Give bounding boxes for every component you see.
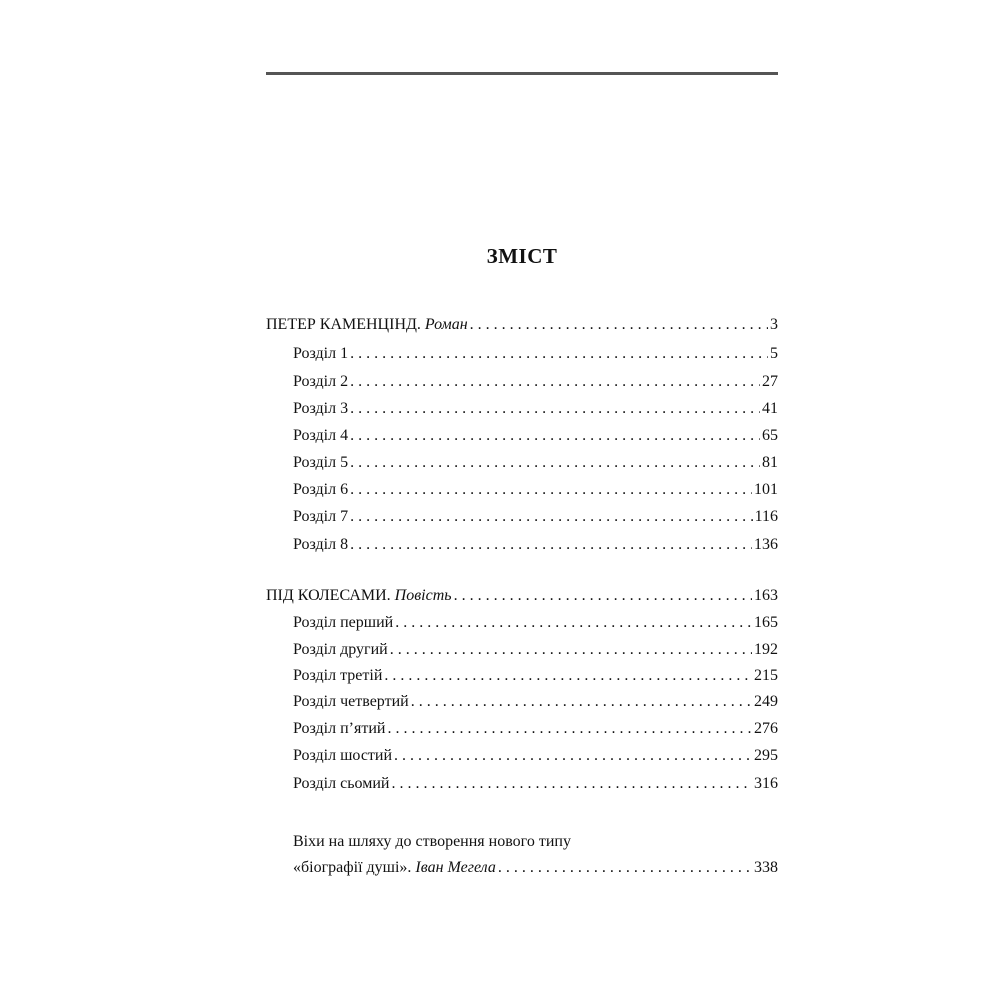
dot-leader — [391, 772, 752, 796]
toc-entry-chapter[interactable] — [293, 478, 778, 502]
chapter-label: Розділ шостий — [293, 747, 393, 764]
dot-leader — [350, 533, 752, 557]
page-number: 165 — [754, 614, 778, 631]
part-title: ПІД КОЛЕСАМИ. — [266, 587, 391, 604]
chapter-label: Розділ 4 — [293, 427, 349, 444]
toc-entry-chapter[interactable] — [293, 690, 778, 714]
afterword-author: Іван Мегела — [415, 859, 496, 876]
toc-entry-chapter[interactable] — [293, 611, 778, 635]
toc-entry-chapter[interactable] — [293, 533, 778, 557]
dot-leader — [498, 856, 752, 880]
chapter-label: Розділ сьомий — [293, 775, 390, 792]
toc-entry-chapter[interactable] — [293, 664, 778, 688]
page-number: 316 — [754, 775, 778, 792]
chapter-label: Розділ 1 — [293, 345, 349, 362]
afterword-title-line2 — [293, 856, 496, 880]
chapter-label: Розділ 3 — [293, 400, 349, 417]
chapter-label: Розділ 5 — [293, 454, 349, 471]
chapter-label: Розділ другий — [293, 641, 388, 658]
toc-entry-chapter[interactable] — [293, 772, 778, 796]
part-genre: Роман — [424, 316, 468, 333]
page-number: 65 — [762, 427, 778, 444]
page-number: 41 — [762, 400, 778, 417]
dot-leader — [384, 664, 752, 688]
toc-entry-chapter[interactable] — [293, 370, 778, 394]
chapter-label: Розділ 8 — [293, 536, 349, 553]
top-rule — [266, 72, 778, 75]
dot-leader — [350, 478, 752, 502]
dot-leader — [350, 505, 752, 529]
chapter-label: Розділ перший — [293, 614, 394, 631]
dot-leader — [395, 611, 752, 635]
toc-entry-chapter[interactable] — [293, 744, 778, 768]
page-number: 163 — [754, 587, 778, 604]
toc-entry-chapter[interactable] — [293, 342, 778, 366]
toc-entry-chapter[interactable] — [293, 397, 778, 421]
page-number: 3 — [770, 316, 778, 333]
page-number: 215 — [754, 667, 778, 684]
chapter-label: Розділ п’ятий — [293, 720, 386, 737]
page-number: 27 — [762, 373, 778, 390]
part-heading — [266, 584, 452, 608]
dot-leader — [454, 584, 752, 608]
dot-leader — [350, 370, 760, 394]
dot-leader — [350, 424, 760, 448]
page-number: 136 — [754, 536, 778, 553]
page-number: 116 — [754, 508, 778, 525]
chapter-label: Розділ 2 — [293, 373, 349, 390]
toc-entry-chapter[interactable] — [293, 638, 778, 662]
page-number: 5 — [770, 345, 778, 362]
dot-leader — [390, 638, 752, 662]
page-number: 101 — [754, 481, 778, 498]
toc-entry-part-1[interactable] — [266, 313, 778, 337]
dot-leader — [394, 744, 752, 768]
toc-title: ЗМІСТ — [486, 244, 558, 268]
dot-leader — [350, 451, 760, 475]
page-number: 81 — [762, 454, 778, 471]
part-genre: Повість — [394, 587, 452, 604]
dot-leader — [470, 313, 768, 337]
page-number: 295 — [754, 747, 778, 764]
part-title: ПЕТЕР КАМЕНЦІНД. — [266, 316, 421, 333]
afterword-title-end: «біографії душі». — [293, 859, 412, 876]
dot-leader — [350, 342, 768, 366]
page-number: 192 — [754, 641, 778, 658]
part-heading — [266, 313, 468, 337]
chapter-label: Розділ третій — [293, 667, 383, 684]
toc-entry-chapter[interactable] — [293, 424, 778, 448]
dot-leader — [387, 717, 752, 741]
chapter-label: Розділ четвертий — [293, 693, 409, 710]
afterword-title-line1: Віхи на шляху до створення нового типу — [293, 833, 571, 850]
chapter-label: Розділ 7 — [293, 508, 349, 525]
chapter-label: Розділ 6 — [293, 481, 349, 498]
page-number: 249 — [754, 693, 778, 710]
dot-leader — [350, 397, 760, 421]
dot-leader — [411, 690, 752, 714]
toc-entry-afterword[interactable] — [293, 856, 778, 880]
page-number: 276 — [754, 720, 778, 737]
toc-entry-chapter[interactable] — [293, 717, 778, 741]
toc-entry-chapter[interactable] — [293, 451, 778, 475]
toc-entry-chapter[interactable] — [293, 505, 778, 529]
page-number: 338 — [754, 859, 778, 876]
toc-entry-part-2[interactable] — [266, 584, 778, 608]
